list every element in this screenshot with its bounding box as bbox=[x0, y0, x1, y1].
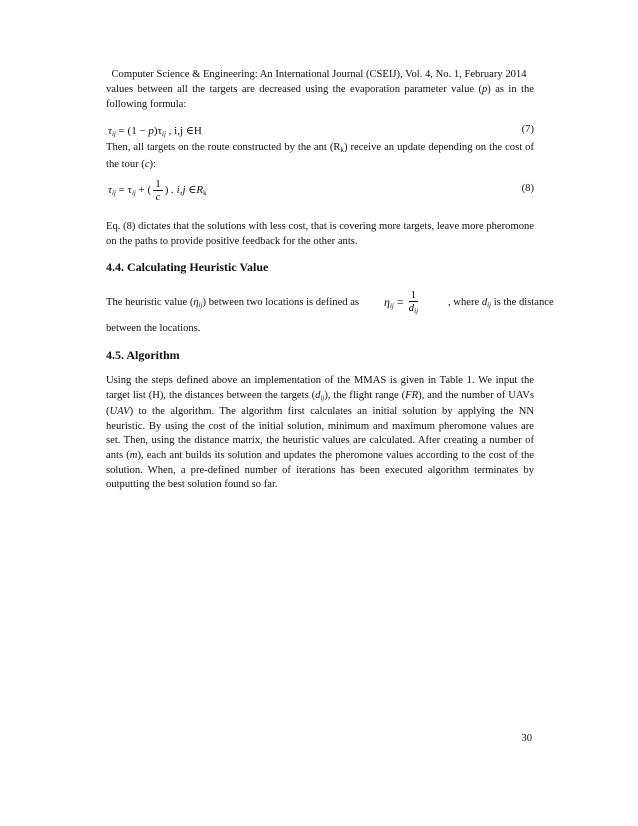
paragraph-heuristic bbox=[106, 289, 554, 319]
heuristic-line-1-end bbox=[448, 296, 554, 313]
paragraph-eq8-explanation: Eq. (8) dictates that the solutions with less cost, that is covering more targets, leave more pheromone on the paths to provide positive feedback for the other ants. bbox=[106, 221, 534, 247]
eta: η bbox=[193, 297, 199, 308]
paragraph-evaporation bbox=[106, 83, 534, 112]
d: d bbox=[408, 302, 415, 314]
running-header: Computer Science & Engineering: An International Journal (CSEIJ), Vol. 4, No. 1, February 2014 bbox=[111, 69, 527, 80]
op: ) bbox=[164, 184, 169, 197]
text: ) as in the following formula: bbox=[106, 84, 534, 110]
paragraph-algorithm bbox=[106, 374, 534, 493]
fr: FR bbox=[405, 389, 419, 401]
tau: τ bbox=[108, 125, 112, 137]
denominator bbox=[409, 302, 419, 317]
condition: , i,j ∈H bbox=[165, 125, 202, 137]
fraction bbox=[153, 178, 163, 203]
sub: ij bbox=[131, 189, 136, 198]
sub: ij bbox=[320, 393, 325, 402]
text: Then, all targets on the route constructed by the ant (R bbox=[106, 142, 341, 153]
op: = τ bbox=[115, 184, 132, 197]
sub: ij bbox=[414, 307, 419, 315]
condition: . i,j ∈R bbox=[168, 184, 204, 197]
tau: τ bbox=[108, 184, 112, 197]
text: ), each ant builds its solution and updates the pheromone values according to the cost of the solution. When, a pre-defined number of iterations has been executed algorithm terminates by outputting the best solution found so far. bbox=[106, 449, 534, 491]
paragraph-update bbox=[106, 141, 534, 172]
var-p: p bbox=[482, 84, 488, 95]
sub: ij bbox=[111, 130, 116, 138]
sub: ij bbox=[487, 301, 492, 309]
numerator: 1 bbox=[155, 178, 161, 190]
page-number: 30 bbox=[521, 733, 532, 744]
op: )τ bbox=[153, 125, 162, 137]
heuristic-line-2: between the locations. bbox=[106, 323, 201, 334]
eta: η bbox=[384, 294, 390, 309]
equation-7 bbox=[108, 124, 202, 138]
denominator: c bbox=[155, 191, 161, 203]
text: ), and the number of UAVs ( bbox=[106, 389, 534, 418]
sub: ij bbox=[198, 301, 203, 309]
text: values between all the targets are decreased using the evaporation parameter value ( bbox=[106, 84, 482, 95]
text: ) receive an update depending on the cost of the tour ( bbox=[106, 142, 534, 170]
text: ): bbox=[149, 158, 157, 170]
text: ) to the algorithm. The algorithm first calculates an initial solution by applying the NN heuristic. By using the cost of the initial solution, minimum and maximum pheromone values are set. Then, using the distance matrix, the heuristic values are calculated. After creating a number of ants ( bbox=[106, 406, 534, 461]
text: ), the flight range ( bbox=[324, 389, 406, 401]
text: ) between two locations is defined as bbox=[202, 297, 360, 308]
sub: k bbox=[340, 146, 344, 154]
equation-7-number: (7) bbox=[521, 124, 534, 135]
equation-8 bbox=[108, 178, 207, 203]
var-c: c bbox=[144, 158, 150, 170]
heuristic-formula bbox=[384, 289, 420, 317]
sub: ij bbox=[389, 301, 394, 310]
d: d bbox=[315, 389, 321, 401]
text: Using the steps defined above an implementation of the MMAS is given in Table 1. We input the target list (H), the distances between the targets ( bbox=[106, 375, 534, 401]
d: d bbox=[481, 297, 488, 308]
op: + ( bbox=[135, 184, 152, 197]
op: = (1 − bbox=[115, 125, 149, 137]
equation-8-number: (8) bbox=[521, 183, 534, 194]
sub: ij bbox=[111, 189, 116, 198]
op: = bbox=[393, 294, 407, 309]
sub: ij bbox=[162, 130, 166, 138]
numerator: 1 bbox=[410, 289, 417, 301]
var-p: p bbox=[148, 125, 154, 137]
text: The heuristic value ( bbox=[106, 297, 194, 308]
sub: k bbox=[203, 189, 207, 198]
heading-4-5: 4.5. Algorithm bbox=[106, 348, 180, 362]
fraction bbox=[409, 289, 419, 317]
heuristic-line-1 bbox=[106, 296, 359, 313]
text: , where bbox=[448, 297, 480, 308]
m: m bbox=[129, 449, 138, 461]
uav: UAV bbox=[109, 406, 130, 418]
heading-4-4: 4.4. Calculating Heuristic Value bbox=[106, 260, 269, 274]
text: is the distance bbox=[493, 297, 554, 308]
